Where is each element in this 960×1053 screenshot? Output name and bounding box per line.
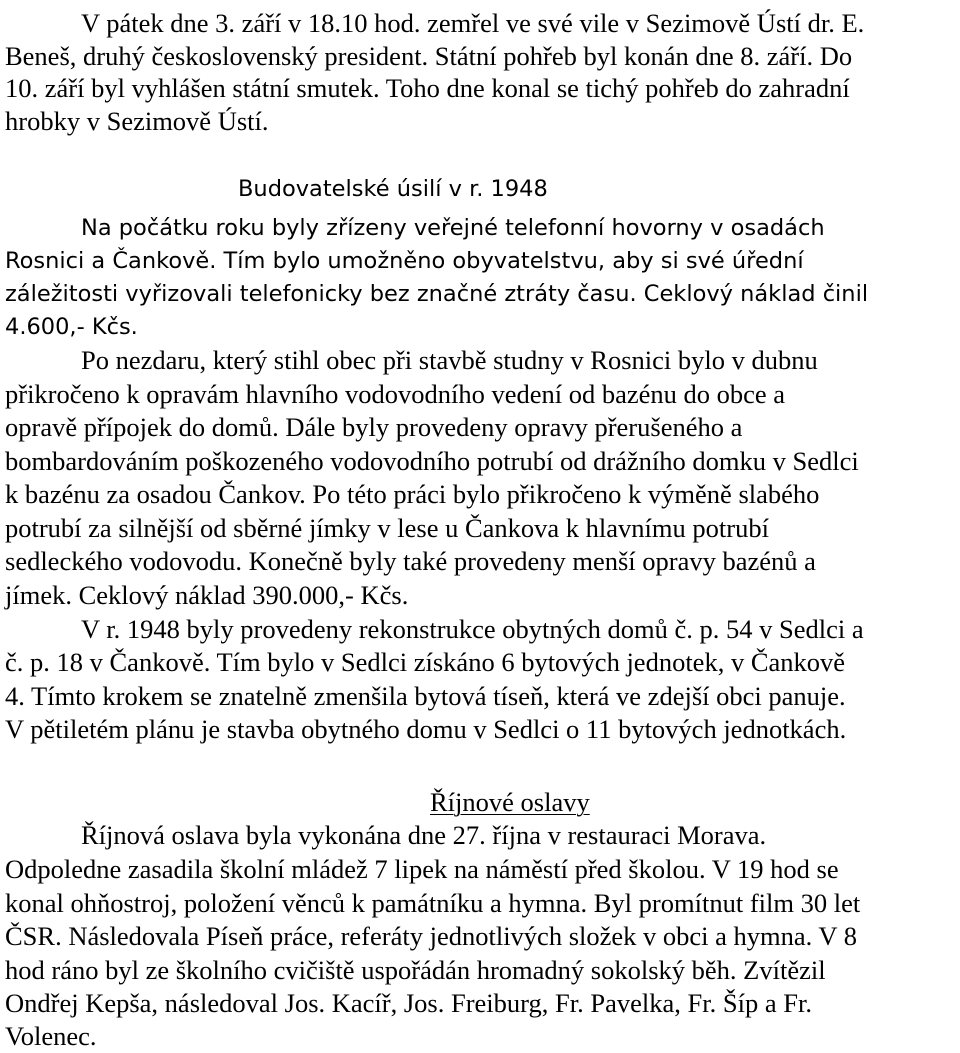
paragraph-line: bombardováním poškozeného vodovodního potrubí od drážního domku v Sedlci [5, 446, 859, 476]
paragraph-line: V pětiletém plánu je stavba obytného domu v Sedlci o 11 bytových jednotkách. [5, 714, 847, 744]
paragraph-line: sedleckého vodovodu. Konečně byly také provedeny menší opravy bazénů a [5, 546, 816, 576]
paragraph-line: přikročeno k opravám hlavního vodovodního vedení od bazénu do obce a [5, 379, 786, 409]
paragraph-line: jímek. Ceklový náklad 390.000,- Kčs. [5, 580, 409, 610]
paragraph-line: Říjnová oslava byla vykonána dne 27. října v restauraci Morava. [81, 820, 767, 850]
paragraph-line: hod ráno byl ze školního cvičiště uspořádán hromadný sokolský běh. Zvítězil [5, 955, 826, 985]
intro-line: Beneš, druhý československý president. Státní pohřeb byl konán dne 8. září. Do [5, 41, 853, 71]
paragraph-line: ČSR. Následovala Píseň práce, referáty jednotlivých složek v obci a hymna. V 8 [5, 921, 857, 951]
intro-line: hrobky v Sezimově Ústí. [5, 106, 269, 136]
paragraph-line: č. p. 18 v Čankově. Tím bylo v Sedlci získáno 6 bytových jednotek, v Čankově [5, 647, 846, 677]
intro-line: V pátek dne 3. září v 18.10 hod. zemřel ve své vile v Sezimově Ústí dr. E. [81, 8, 865, 38]
paragraph-line: záležitosti vyřizovali telefonicky bez značné ztráty času. Ceklový náklad činil [5, 281, 869, 307]
paragraph-line: Volenec. [5, 1021, 97, 1051]
section-heading-rijnove-oslavy: Říjnové oslavy [430, 787, 590, 817]
paragraph-line: Odpoledne zasadila školní mládež 7 lipek na náměstí před školou. V 19 hod se [5, 854, 839, 884]
paragraph-line: k bazénu za osadou Čankov. Po této práci bylo přikročeno k výměně slabého [5, 479, 820, 509]
paragraph-line: Po nezdaru, který stihl obec při stavbě studny v Rosnici bylo v dubnu [81, 345, 818, 375]
paragraph-line: 4.600,- Kčs. [5, 314, 138, 340]
paragraph-line: konal ohňostroj, položení věnců k památníku a hymna. Byl promítnut film 30 let [5, 888, 861, 918]
paragraph-line: V r. 1948 byly provedeny rekonstrukce obytných domů č. p. 54 v Sedlci a [81, 614, 864, 644]
intro-line: 10. září byl vyhlášen státní smutek. Toho dne konal se tichý pohřeb do zahradní [5, 73, 850, 103]
paragraph-line: Na počátku roku byly zřízeny veřejné telefonní hovorny v osadách [81, 215, 825, 241]
paragraph-line: Rosnici a Čankově. Tím bylo umožněno obyvatelstvu, aby si své úřední [5, 248, 804, 274]
paragraph-line: opravě přípojek do domů. Dále byly provedeny opravy přerušeného a [5, 412, 743, 442]
paragraph-line: 4. Tímto krokem se znatelně zmenšila bytová tíseň, která ve zdejší obci panuje. [5, 681, 846, 711]
paragraph-line: Ondřej Kepša, následoval Jos. Kacíř, Jos. Freiburg, Fr. Pavelka, Fr. Šíp a Fr. [5, 988, 812, 1018]
section-heading-budovatelske: Budovatelské úsilí v r. 1948 [238, 176, 548, 202]
paragraph-line: potrubí za silnější od sběrné jímky v lese u Čankova k hlavnímu potrubí [5, 513, 769, 543]
